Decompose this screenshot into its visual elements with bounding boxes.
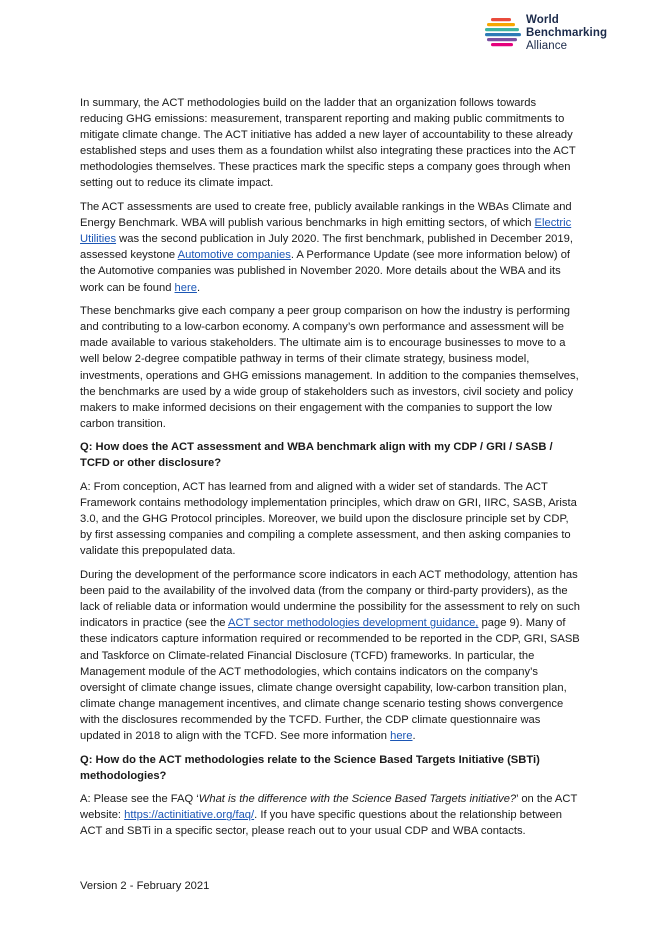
question-sbti: Q: How do the ACT methodologies relate to the Science Based Targets Initiative (SBTi) methodologies? bbox=[80, 753, 540, 782]
logo-text bbox=[526, 14, 607, 53]
logo-line-alliance: Alliance bbox=[526, 40, 568, 52]
link-methodology-guidance[interactable]: ACT sector methodologies development guidance, bbox=[228, 617, 479, 630]
link-tcfd-here[interactable]: here bbox=[390, 729, 413, 742]
link-wba-here[interactable]: here bbox=[174, 281, 197, 294]
link-act-faq[interactable]: https://actinitiative.org/faq/ bbox=[124, 809, 255, 822]
logo-line-benchmarking: Benchmarking bbox=[526, 27, 608, 39]
logo-line-world: World bbox=[526, 14, 559, 26]
paragraph-benchmarks: These benchmarks give each company a peer group comparison on how the industry is performing and contributing to a low-carbon economy. A company’s own performance and assessment will be made available to various stakeholders. The ultimate aim is to encourage businesses to move to a well below 2-degree compatible pathway in terms of their climate strategy, business model, investments, operations and GHG emissions management. In addition to the companies themselves, the benchmarks are used by a wide group of stakeholders such as investors, civil society and policy makers to make informed decisions on their engagement with the companies to support the low carbon transition. bbox=[80, 305, 579, 430]
answer-cdp-alignment: A: From conception, ACT has learned from and aligned with a wider set of standards. The ACT Framework contains methodology implementation principles, which draw on GRI, IIRC, SASB, Arista 3.0, and the GHG Protocol principles. Moreover, we build upon the disclosure principle set by CDP, by first assessing companies and compiling a complete assessment, and then asking companies to validate this prepopulated data. bbox=[80, 481, 577, 558]
footer-version: Version 2 - February 2021 bbox=[80, 880, 210, 892]
link-electric-utilities[interactable]: Electric Utilities bbox=[80, 217, 572, 246]
wba-logo bbox=[485, 14, 625, 54]
paragraph-assessments: The ACT assessments are used to create free, publicly available rankings in the WBAs Climate and Energy Benchmark. WBA will publish various benchmarks in high emitting sectors, of which Electric Utilities was the second publication in July 2020. The first benchmark, published in December 2019, assessed keystone Automotive companies. A Performance Update (see more information below) of the Automotive companies was published in November 2020. More details about the WBA and its work can be found here. bbox=[80, 201, 573, 294]
answer-sbti: A: Please see the FAQ ‘What is the difference with the Science Based Targets initiative?’ on the ACT website: https://actinitiative.org/faq/. If you have specific questions about the relationship between ACT and SBTi in a specific sector, please reach out to your usual CDP and WBA contacts. bbox=[80, 793, 578, 838]
wba-logo-icon bbox=[485, 18, 523, 50]
document-body bbox=[80, 95, 582, 847]
paragraph-summary: In summary, the ACT methodologies build on the ladder that an organization follows towards reducing GHG emissions: measurement, transparent reporting and making public commitments to mitigate climate change. The ACT initiative has added a new layer of accountability to these already established steps and uses them as a foundation whilst also integrating these practices into the ACT methodologies themselves. These practices mark the specific steps a company goes through when setting out to reduce its climate impact. bbox=[80, 97, 576, 190]
question-cdp-alignment: Q: How does the ACT assessment and WBA benchmark align with my CDP / GRI / SASB / TCFD or other disclosure? bbox=[80, 441, 553, 470]
link-automotive-companies[interactable]: Automotive companies bbox=[177, 249, 291, 262]
paragraph-indicators: During the development of the performance score indicators in each ACT methodology, attention has been paid to the availability of the involved data (from the company or third-party providers), as the lack of reliable data or information would undermine the possibility for the assessment to rely on such indicators in practice (see the ACT sector methodologies development guidance, page 9). Many of these indicators capture information required or recommended to be reported in the CDP, GRI, SASB and Taskforce on Climate-related Financial Disclosure (TCFD) frameworks. In particular, the Management module of the ACT methodologies, which contains indicators on the company’s oversight of climate change issues, climate change oversight capability, low-carbon transition plan, climate change management incentives, and climate change scenario testing shows convergence with the disclosures recommended by the TCFD. Further, the CDP climate questionnaire was updated in 2018 to align with the TCFD. See more information here. bbox=[80, 569, 580, 742]
